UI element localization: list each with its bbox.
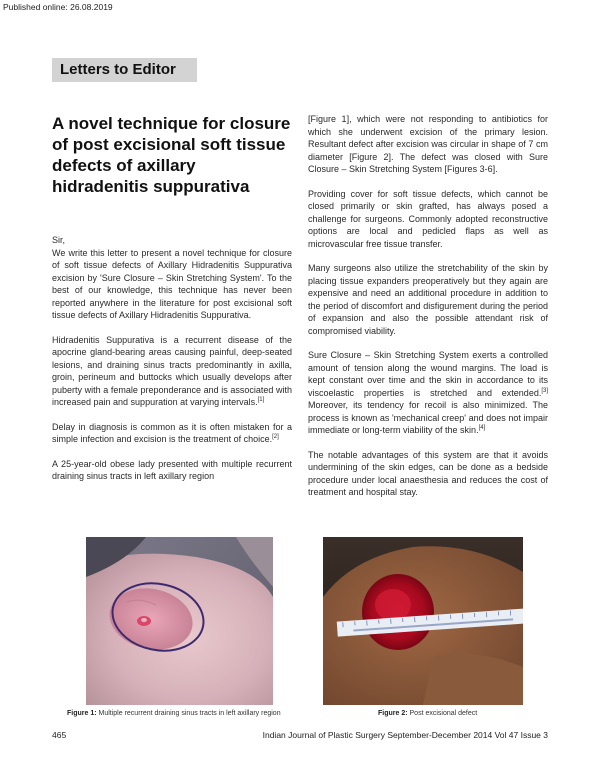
paragraph-case: A 25-year-old obese lady presented with multiple recurrent draining sinus tracts in left axillary region xyxy=(52,458,292,481)
figure-2-caption-text: Post excisional defect xyxy=(407,710,478,717)
salutation: Sir, xyxy=(52,235,66,245)
paragraph-advantages: The notable advantages of this system are that it avoids undermining of the skin edges, can be done as a bedside procedure under local anaesthesia and reduces the cost of treatment and hospital stay. xyxy=(308,449,548,497)
paragraph-intro: We write this letter to present a novel technique for closure of soft tissue defects of Axillary Hidradenitis Suppurativa excision by 'Sure Closure – Skin Stretching System'. To the best of our knowledge, this technique has never been reported anywhere in the literature for post excisional soft tissue defects of Axillary Hidradenitis Suppurativa. xyxy=(52,247,292,320)
paragraph-disease-text: Hidradenitis Suppurativa is a recurrent disease of the apocrine gland-bearing areas causing painful, deep-seated lesions, and draining sinus tracts predominantly in axilla, groin, perineum and buttocks which usually develops after puberty with a female preponderance and is associated with increased pain and suppuration at varying intervals. xyxy=(52,334,292,407)
paragraph-mechanism xyxy=(308,349,548,437)
paragraph-mechanism-text-b: Moreover, its tendency for recoil is also minimized. The process is known as 'mechanical creep' and does not impair immediate or long-term viability of the skin. xyxy=(308,400,548,435)
figure-1-image xyxy=(86,537,273,705)
figure-2-caption xyxy=(378,710,477,717)
figure-1-caption-text: Multiple recurrent draining sinus tracts in left axillary region xyxy=(96,710,281,717)
paragraph-cover: Providing cover for soft tissue defects, which cannot be closed primarily or skin grafted, has always posed a challenge for surgeons. Commonly adopted reconstructive options are local and pedicled flaps as well as microvascular free tissue transfer. xyxy=(308,188,548,249)
figure-1-caption xyxy=(67,710,281,717)
paragraph-diagnosis-text: Delay in diagnosis is common as it is often mistaken for a simple infection and excision is the treatment of choice. xyxy=(52,421,292,444)
page-number: 465 xyxy=(52,730,67,740)
article-title: A novel technique for closure of post excisional soft tissue defects of axillary hidradenitis suppurativa xyxy=(52,114,291,196)
paragraph-diagnosis xyxy=(52,421,292,446)
paragraph-expanders: Many surgeons also utilize the stretchability of the skin by placing tissue expanders preoperatively but they again are expensive and need an additional procedure in addition to the period of discomfort and disfigurement during the period of expansion and also the possible attendant risk of compromised viability. xyxy=(308,263,548,336)
figure-1-label: Figure 1: xyxy=(67,710,97,717)
paragraph-mechanism-text-a: Sure Closure – Skin Stretching System exerts a controlled amount of tension along the wound margins. The load is kept constant over time and the skin in accordance to its viscoelastic properties is stretched and extended. xyxy=(308,350,548,398)
reference-1[interactable]: [1] xyxy=(257,397,265,403)
figure-2-label: Figure 2: xyxy=(378,710,408,717)
reference-2[interactable]: [2] xyxy=(272,434,279,440)
figure-2-image xyxy=(323,537,523,705)
section-label: Letters to Editor xyxy=(60,61,176,78)
published-online-date: Published online: 26.08.2019 xyxy=(3,2,113,12)
paragraph-case-continued: [Figure 1], which were not responding to antibiotics for which she underwent excision of the primary lesion. Resultant defect after excision was circular in shape of 7 cm diameter [Figure 2]. The defect was closed with Sure Closure – Skin Stretching System [Figures 3-6]. xyxy=(308,114,548,174)
reference-3[interactable]: [3] xyxy=(541,387,548,394)
right-column xyxy=(308,113,548,511)
reference-4[interactable]: [4] xyxy=(478,425,486,431)
left-column xyxy=(52,234,292,495)
journal-citation: Indian Journal of Plastic Surgery September-December 2014 Vol 47 Issue 3 xyxy=(262,730,548,740)
paragraph-disease xyxy=(52,334,292,409)
